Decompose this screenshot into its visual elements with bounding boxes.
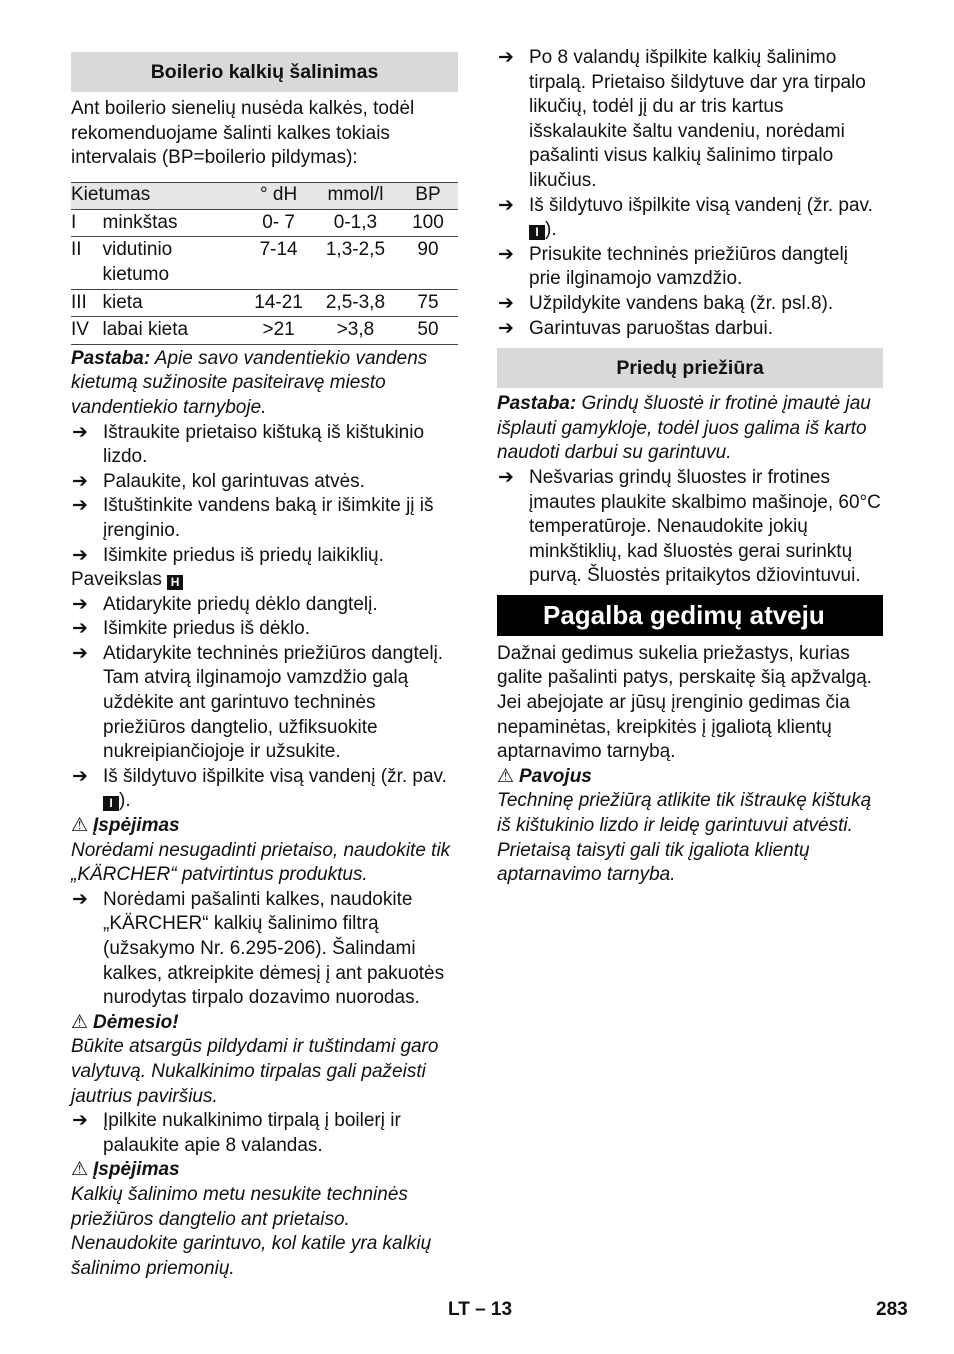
step-text: Ištuštinkite vandens baką ir išimkite jį iš įrenginio.: [103, 495, 434, 541]
list-item: [497, 466, 883, 589]
table-cell: 7-14: [244, 237, 313, 289]
table-cell: >21: [244, 317, 313, 345]
caution-text: Būkite atsargūs pildydami ir tuštindami garo valytuvą. Nukalkinimo tirpalas gali pažeisti jautrius paviršius.: [71, 1036, 439, 1107]
table-row: [71, 237, 458, 289]
note-label: Pastaba:: [71, 347, 151, 369]
step-text: Iš šildytuvo išpilkite visą vandenį (žr. pav.: [103, 765, 447, 787]
troubleshooting-title: Pagalba gedimų atveju: [497, 595, 883, 636]
step-text: Išimkite priedus iš priedų laikiklių.: [103, 544, 384, 566]
list-item: [71, 544, 458, 569]
table-header-bp: BP: [398, 182, 458, 209]
arrow-icon: ➔: [498, 243, 514, 265]
table-cell: II: [71, 237, 103, 289]
figure-h-icon: H: [167, 575, 183, 590]
table-cell: >3,8: [313, 317, 398, 345]
note-label: Pastaba:: [497, 393, 577, 415]
list-item: [71, 888, 458, 1011]
warning-text: Kalkių šalinimo metu nesukite techninės priežiūros dangtelio ant prietaiso.: [71, 1183, 408, 1230]
figure-i-icon: I: [529, 225, 545, 240]
step-text-end: ).: [545, 219, 557, 241]
list-item: [71, 470, 458, 495]
list-item: [71, 765, 458, 814]
table-cell: 75: [398, 289, 458, 317]
warning-heading: [71, 1158, 458, 1183]
table-cell: labai kieta: [103, 317, 245, 345]
table-header-dh: ° dH: [244, 182, 313, 209]
table-header-hardness: Kietumas: [71, 182, 244, 209]
arrow-icon: ➔: [498, 466, 514, 488]
arrow-icon: ➔: [498, 292, 514, 314]
section-heading-descaling: Boilerio kalkių šalinimas: [71, 52, 458, 92]
footer-page-number: 283: [876, 1299, 908, 1320]
list-item: [71, 593, 458, 618]
list-item: [497, 194, 883, 243]
figure-label: Paveikslas: [71, 569, 162, 591]
table-cell: III: [71, 289, 103, 317]
arrow-icon: ➔: [72, 765, 88, 787]
danger-text: Techninę priežiūrą atlikite tik ištraukę kištuką iš kištukinio lizdo ir leidę garintuvui atvėsti.: [497, 790, 872, 837]
table-cell: 2,5-3,8: [313, 289, 398, 317]
warning-text: Norėdami nesugadinti prietaiso, naudokite tik „KÄRCHER“ patvirtintus produktus.: [71, 839, 451, 886]
right-column: [497, 46, 883, 888]
note-text: Grindų šluostė ir frotinė įmautė jau išplauti gamykloje, todėl juos galima iš karto naudoti darbui su garintuvu.: [497, 393, 871, 464]
table-cell: 90: [398, 237, 458, 289]
list-item: [497, 243, 883, 292]
table-cell: vidutinio kietumo: [103, 237, 245, 289]
arrow-icon: ➔: [72, 544, 88, 566]
caution-heading: [71, 1011, 458, 1036]
troubleshooting-intro: Dažnai gedimus sukelia priežastys, kurias galite pašalinti patys, perskaitę šią apžvalgą. Jei abejojate ar jūsų įrenginio gedimas čia nepaminėtas, kreipkitės į įgaliotą klientų aptarnavimo tarnybą.: [497, 642, 872, 763]
arrow-icon: ➔: [498, 317, 514, 339]
figure-reference: [71, 568, 458, 593]
list-item: [71, 494, 458, 543]
table-row: [71, 209, 458, 237]
danger-title: Pavojus: [519, 765, 592, 787]
step-text: Garintuvas paruoštas darbui.: [529, 317, 773, 339]
arrow-icon: ➔: [72, 495, 88, 517]
table-row: [71, 317, 458, 345]
step-text-end: ).: [119, 790, 131, 812]
step-text: Norėdami pašalinti kalkes, naudokite „KÄRCHER“ kalkių šalinimo filtrą (užsakymo Nr. 6.295-206). Šalindami kalkes, atkreipkite dėmesį į ant pakuotės nurodytas tirpalo dozavimo nuorodas.: [103, 888, 445, 1009]
warning-title: Įspėjimas: [93, 1159, 180, 1181]
arrow-icon: ➔: [72, 888, 88, 910]
table-cell: 0-1,3: [313, 209, 398, 237]
left-column: [71, 52, 458, 1281]
table-header-mmol: mmol/l: [313, 182, 398, 209]
arrow-icon: ➔: [498, 47, 514, 68]
hardness-note: [71, 347, 458, 421]
warning-triangle-icon: ⚠: [71, 1011, 89, 1033]
list-item: [497, 46, 883, 194]
table-cell: 100: [398, 209, 458, 237]
warning-title: Įspėjimas: [93, 815, 180, 837]
figure-i-icon: I: [103, 796, 119, 811]
table-row: [71, 289, 458, 317]
list-item: [497, 292, 883, 317]
hardness-table: [71, 182, 458, 345]
accessories-note: [497, 392, 883, 466]
arrow-icon: ➔: [72, 593, 88, 615]
caution-title: Dėmesio!: [93, 1011, 179, 1033]
table-cell: 14-21: [244, 289, 313, 317]
table-header-row: [71, 182, 458, 209]
table-cell: 0- 7: [244, 209, 313, 237]
table-cell: kieta: [103, 289, 245, 317]
table-cell: 1,3-2,5: [313, 237, 398, 289]
step-text: Užpildykite vandens baką (žr. psl.8).: [529, 292, 834, 314]
descaling-intro: Ant boilerio sienelių nusėda kalkės, todėl rekomenduojame šalinti kalkes tokiais intervalais (BP=boilerio pildymas):: [71, 98, 415, 169]
list-item: [497, 317, 883, 342]
arrow-icon: ➔: [72, 642, 88, 664]
list-item: [71, 617, 458, 642]
step-text: Įpilkite nukalkinimo tirpalą į boilerį ir palaukite apie 8 valandas.: [103, 1110, 401, 1156]
warning-text: Nenaudokite garintuvo, kol katile yra kalkių šalinimo priemonių.: [71, 1233, 432, 1279]
warning-triangle-icon: ⚠: [71, 815, 89, 837]
list-item: [71, 1109, 458, 1158]
arrow-icon: ➔: [72, 470, 88, 492]
step-text: Atidarykite priedų dėklo dangtelį.: [103, 593, 378, 615]
arrow-icon: ➔: [72, 421, 88, 443]
warning-triangle-icon: ⚠: [497, 765, 515, 787]
danger-text: Prietaisą taisyti gali tik įgaliota klientų aptarnavimo tarnyba.: [497, 839, 810, 886]
table-cell: IV: [71, 317, 103, 345]
step-text: Ištraukite prietaiso kištuką iš kištukinio lizdo.: [103, 421, 425, 468]
step-text: Nešvarias grindų šluostes ir frotines įmautes plaukite skalbimo mašinoje, 60°C temperatūroje. Nenaudokite jokių minkštiklių, kad šluostės gerai surinktų purvą. Šluostės pritaikytos džiovintuvui.: [529, 466, 881, 587]
warning-heading: [71, 814, 458, 839]
step-text: Atidarykite techninės priežiūros dangtelį. Tam atvirą ilginamojo vamzdžio galą uždėkite ant garintuvo techninės priežiūros dangtelio, užfiksuokite nukreipiančiojoje ir užsukite.: [103, 642, 444, 763]
list-item: [71, 421, 458, 470]
arrow-icon: ➔: [498, 194, 514, 216]
step-text: Prisukite techninės priežiūros dangtelį prie ilginamojo vamzdžio.: [529, 243, 848, 290]
arrow-icon: ➔: [72, 1110, 88, 1132]
step-text: Palaukite, kol garintuvas atvės.: [103, 470, 365, 492]
table-cell: I: [71, 209, 103, 237]
step-text: Iš šildytuvo išpilkite visą vandenį (žr. pav.: [529, 194, 873, 216]
section-heading-accessories: Priedų priežiūra: [497, 348, 883, 388]
table-cell: minkštas: [103, 209, 245, 237]
list-item: [71, 642, 458, 765]
step-text: Išimkite priedus iš dėklo.: [103, 618, 310, 640]
note-text: Apie savo vandentiekio vandens kietumą sužinosite pasiteiravę miesto vandentiekio tarnyboje.: [71, 347, 428, 418]
danger-heading: [497, 765, 883, 790]
footer-section-number: LT – 13: [448, 1299, 513, 1320]
arrow-icon: ➔: [72, 618, 88, 640]
step-text: Po 8 valandų išpilkite kalkių šalinimo tirpalą. Prietaiso šildytuve dar yra tirpalo likučių, todėl jį du ar tris kartus išskalaukite šaltu vandeniu, norėdami pašalinti visus kalkių šalinimo tirpalo likučius.: [529, 47, 866, 191]
warning-triangle-icon: ⚠: [71, 1159, 89, 1181]
table-cell: 50: [398, 317, 458, 345]
